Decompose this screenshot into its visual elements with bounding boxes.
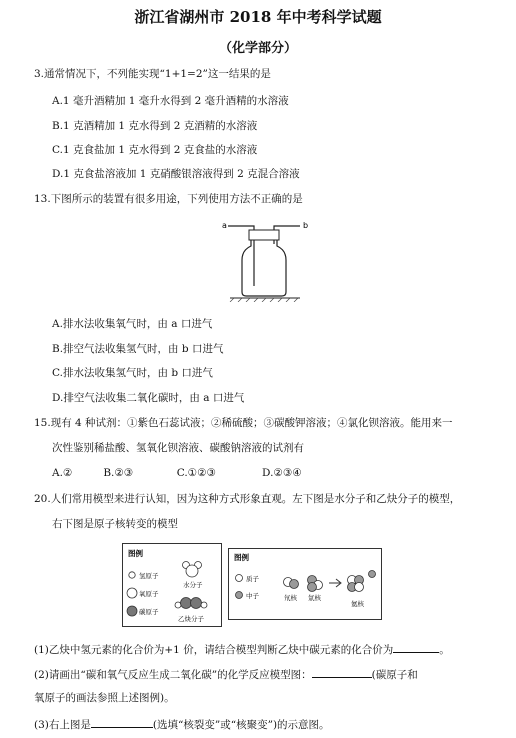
q20-sub3: [34, 716, 330, 732]
oxygen-atom-icon: [127, 588, 137, 598]
label-b: b: [303, 221, 309, 230]
answer-blank-3[interactable]: [91, 716, 153, 728]
q15-option-d: D.②③④: [262, 467, 302, 479]
q20-sub3-text-cont: (选填“核裂变”或“核聚变”)的示意图。: [152, 719, 330, 731]
answer-blank-1[interactable]: [393, 641, 439, 653]
q15-option-c: C.①②③: [176, 467, 216, 479]
bottle: [242, 240, 286, 296]
q3-option-c: C.1 克食盐加 1 克水得到 2 克食盐的水溶液: [52, 144, 258, 156]
q15-option-b: B.②③: [103, 467, 134, 479]
q15-options: [52, 466, 302, 480]
legend-carbon: 碳原子: [139, 608, 159, 616]
legend-neutron: 中子: [246, 592, 259, 600]
proton-icon: [236, 575, 243, 582]
q13-option-c: C.排水法收集氢气时，由 b 口进气: [52, 367, 213, 379]
deuterium-label: 氘核: [284, 594, 297, 602]
right-legend-title: 图例: [234, 553, 249, 562]
legend-proton: 质子: [246, 575, 259, 583]
legend-hydrogen: 氢原子: [139, 572, 159, 580]
q20-sub2: [34, 666, 418, 682]
q15-stem-line2: 次性鉴别稀盐酸、氢氧化钡溶液、碳酸钠溶液的试剂有: [52, 442, 304, 454]
q13-option-a: A.排水法收集氧气时，由 a 口进气: [52, 318, 213, 330]
nucleus-model-figure: [228, 548, 382, 620]
q20-sub2-line2: 氧原子的画法参照上述图例)。: [34, 692, 175, 704]
table-hatching: [230, 298, 298, 302]
page-subtitle: （化学部分）: [218, 41, 297, 56]
q15-stem-line1: 15.现有 4 种试剂：①紫色石蕊试液；②稀硫酸；③碳酸钾溶液；④氯化钡溶液。能用来一: [34, 417, 453, 429]
q20-sub3-text: (3)右上图是: [34, 719, 91, 731]
q20-sub1: [34, 641, 450, 657]
q3-option-d: D.1 克食盐溶液加 1 克硝酸银溶液得到 2 克混合溶液: [52, 168, 300, 180]
q3-option-b: B.1 克酒精加 1 克水得到 2 克酒精的水溶液: [52, 120, 258, 132]
q20-stem-line2: 右下图是原子核转变的模型: [52, 518, 178, 530]
q20-sub2-text: (2)请画出“碳和氧气反应生成二氧化碳”的化学反应模型图：: [34, 669, 312, 681]
answer-blank-2[interactable]: [312, 666, 372, 678]
legend-oxygen: 氧原子: [139, 590, 159, 598]
q3-stem: 3.通常情况下，不列能实现“1+1=2”这一结果的是: [34, 68, 271, 80]
q15-option-a: A.②: [52, 467, 73, 479]
tritium-label: 氚核: [308, 594, 321, 602]
acetylene-molecule-label: 乙炔分子: [178, 615, 204, 623]
q20-sub2-text-cont: (碳原子和: [371, 669, 418, 681]
carbon-atom-icon: [127, 606, 137, 616]
q13-stem: 13.下图所示的装置有很多用途，下列使用方法不正确的是: [34, 193, 303, 205]
neutron-icon: [236, 592, 243, 599]
page-title: 浙江省湖州市 2018 年中考科学试题: [134, 8, 382, 26]
q3-option-a: A.1 毫升酒精加 1 毫升水得到 2 毫升酒精的水溶液: [52, 95, 289, 107]
q13-option-b: B.排空气法收集氢气时，由 b 口进气: [52, 343, 224, 355]
q13-option-d: D.排空气法收集二氧化碳时，由 a 口进气: [52, 392, 245, 404]
q20-sub1-end: 。: [439, 644, 450, 656]
gas-bottle-figure: [220, 212, 310, 302]
q20-sub1-text: (1)乙炔中氢元素的化合价为+1 价，请结合模型判断乙炔中碳元素的化合价为: [34, 644, 394, 656]
label-a: a: [222, 221, 227, 230]
q20-stem-line1: 20.人们常用模型来进行认知，因为这种方式形象直观。左下图是水分子和乙炔分子的模型，: [34, 493, 461, 505]
water-molecule-label: 水分子: [183, 581, 203, 589]
hydrogen-atom-icon: [129, 572, 135, 578]
molecule-model-figure: [122, 543, 222, 627]
helium-label: 氦核: [351, 600, 364, 608]
stopper: [249, 230, 279, 240]
left-legend-title: 图例: [128, 549, 143, 558]
